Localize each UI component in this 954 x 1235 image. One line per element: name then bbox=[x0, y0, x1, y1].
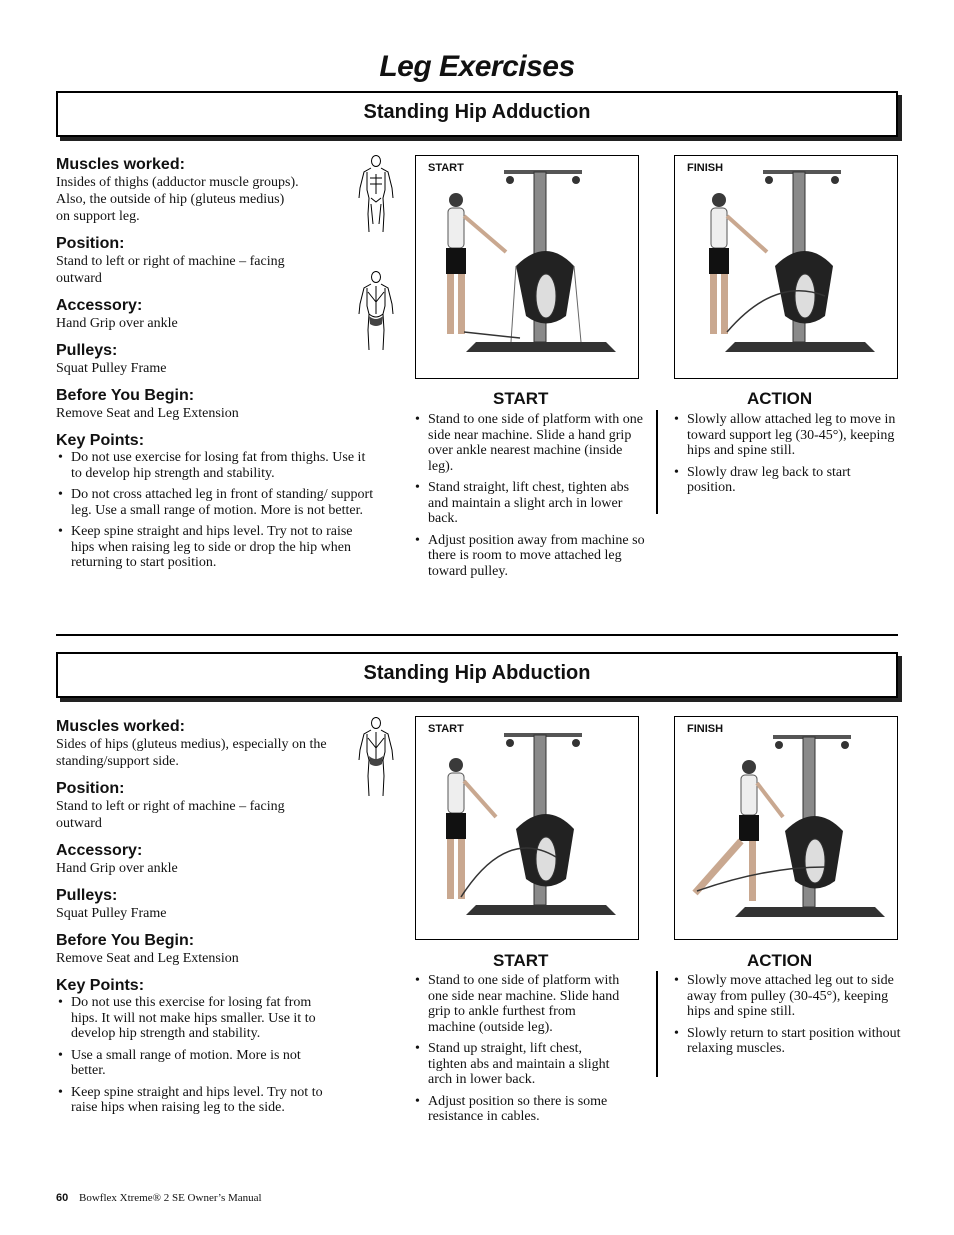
muscle-figure-front-icon bbox=[356, 154, 396, 234]
key-points-list bbox=[56, 995, 331, 1116]
action-steps-adduction bbox=[672, 412, 902, 502]
key-points-label: Key Points: bbox=[56, 432, 145, 449]
key-point: • Do not use exercise for losing fat from thighs. Use it to develop hip strength and stability. bbox=[56, 450, 378, 481]
photo-tag: START bbox=[428, 162, 464, 174]
start-heading: START bbox=[493, 951, 549, 970]
position-text: Stand to left or right of machine – facing outward bbox=[56, 254, 285, 286]
before-text: Remove Seat and Leg Extension bbox=[56, 951, 239, 966]
key-points-list bbox=[56, 450, 378, 571]
start-steps-abduction bbox=[413, 973, 623, 1131]
bowflex-machine-illustration bbox=[416, 156, 638, 378]
info-column-abduction bbox=[56, 717, 346, 1122]
muscles-text: Insides of thighs (adductor muscle groups). Also, the outside of hip (gluteus medius) on support leg. bbox=[56, 175, 299, 224]
pulleys-text: Squat Pulley Frame bbox=[56, 906, 167, 921]
before-text: Remove Seat and Leg Extension bbox=[56, 406, 239, 421]
accessory-label: Accessory: bbox=[56, 297, 143, 314]
photo-finish-abduction bbox=[674, 716, 898, 940]
start-step: • Stand to one side of platform with one side near machine. Slide a hand grip over ankle nearest machine (inside leg). bbox=[413, 412, 649, 474]
action-heading: ACTION bbox=[747, 951, 813, 970]
action-step: • Slowly allow attached leg to move in toward support leg (30-45°), keeping hips and spine still. bbox=[672, 412, 902, 459]
action-steps-abduction bbox=[672, 973, 902, 1063]
muscles-label: Muscles worked: bbox=[56, 156, 185, 173]
accessory-text: Hand Grip over ankle bbox=[56, 861, 178, 876]
action-step: • Slowly move attached leg out to side away from pulley (30-45°), keeping hips and spine still. bbox=[672, 973, 902, 1020]
divider bbox=[656, 971, 658, 1077]
muscles-label: Muscles worked: bbox=[56, 718, 185, 735]
photo-tag: FINISH bbox=[687, 162, 724, 174]
bowflex-machine-illustration bbox=[675, 156, 897, 378]
action-heading: ACTION bbox=[747, 389, 813, 408]
section-header-abduction bbox=[56, 652, 898, 698]
section-title: Standing Hip Adduction bbox=[363, 101, 591, 123]
photo-tag: FINISH bbox=[687, 723, 724, 735]
photo-start-abduction bbox=[415, 716, 639, 940]
key-points-label: Key Points: bbox=[56, 977, 145, 994]
start-step: • Stand to one side of platform with one side near machine. Slide hand grip to ankle furthest from machine (outside leg). bbox=[413, 973, 623, 1035]
bowflex-machine-illustration bbox=[675, 717, 897, 939]
muscle-figure-back-icon bbox=[356, 270, 396, 352]
key-point: • Use a small range of motion. More is not better. bbox=[56, 1048, 331, 1079]
start-heading: START bbox=[493, 389, 549, 408]
photo-start-adduction bbox=[415, 155, 639, 379]
info-column-adduction bbox=[56, 155, 386, 577]
before-label: Before You Begin: bbox=[56, 932, 195, 949]
key-point: • Keep spine straight and hips level. Try not to raise hips when raising leg to the side. bbox=[56, 1085, 331, 1116]
start-steps-adduction bbox=[413, 412, 649, 585]
pulleys-text: Squat Pulley Frame bbox=[56, 361, 167, 376]
page-number: 60 bbox=[56, 1192, 69, 1204]
pulleys-label: Pulleys: bbox=[56, 342, 118, 359]
photo-tag: START bbox=[428, 723, 464, 735]
start-step: • Adjust position away from machine so there is room to move attached leg toward pulley. bbox=[413, 533, 649, 580]
action-step: • Slowly return to start position without relaxing muscles. bbox=[672, 1026, 902, 1057]
start-step: • Adjust position so there is some resistance in cables. bbox=[413, 1094, 623, 1125]
key-point: • Do not cross attached leg in front of standing/ support leg. Use a small range of motion. More is not better. bbox=[56, 487, 378, 518]
position-label: Position: bbox=[56, 235, 125, 252]
muscle-figure-back-icon bbox=[356, 716, 396, 798]
key-point: • Do not use this exercise for losing fat from hips. It will not make hips smaller. Use it to develop hip strength and stability. bbox=[56, 995, 331, 1042]
bowflex-machine-illustration bbox=[416, 717, 638, 939]
section-title: Standing Hip Abduction bbox=[363, 662, 591, 684]
before-label: Before You Begin: bbox=[56, 387, 195, 404]
section-header-adduction bbox=[56, 91, 898, 137]
section-divider bbox=[56, 634, 898, 636]
action-step: • Slowly draw leg back to start position. bbox=[672, 465, 902, 496]
position-text: Stand to left or right of machine – facing outward bbox=[56, 799, 285, 831]
key-point: • Keep spine straight and hips level. Try not to raise hips when raising leg to side or drop the hip when returning to start position. bbox=[56, 524, 378, 571]
divider bbox=[656, 410, 658, 514]
photo-finish-adduction bbox=[674, 155, 898, 379]
accessory-label: Accessory: bbox=[56, 842, 143, 859]
page-footer bbox=[56, 1192, 262, 1204]
accessory-text: Hand Grip over ankle bbox=[56, 316, 178, 331]
footer-text: Bowflex Xtreme® 2 SE Owner’s Manual bbox=[79, 1192, 262, 1204]
pulleys-label: Pulleys: bbox=[56, 887, 118, 904]
start-step: • Stand up straight, lift chest, tighten abs and maintain a slight arch in lower back. bbox=[413, 1041, 623, 1088]
start-step: • Stand straight, lift chest, tighten abs and maintain a slight arch in lower back. bbox=[413, 480, 649, 527]
position-label: Position: bbox=[56, 780, 125, 797]
page-title: Leg Exercises bbox=[379, 50, 575, 83]
muscles-text: Sides of hips (gluteus medius), especially on the standing/support side. bbox=[56, 737, 327, 769]
